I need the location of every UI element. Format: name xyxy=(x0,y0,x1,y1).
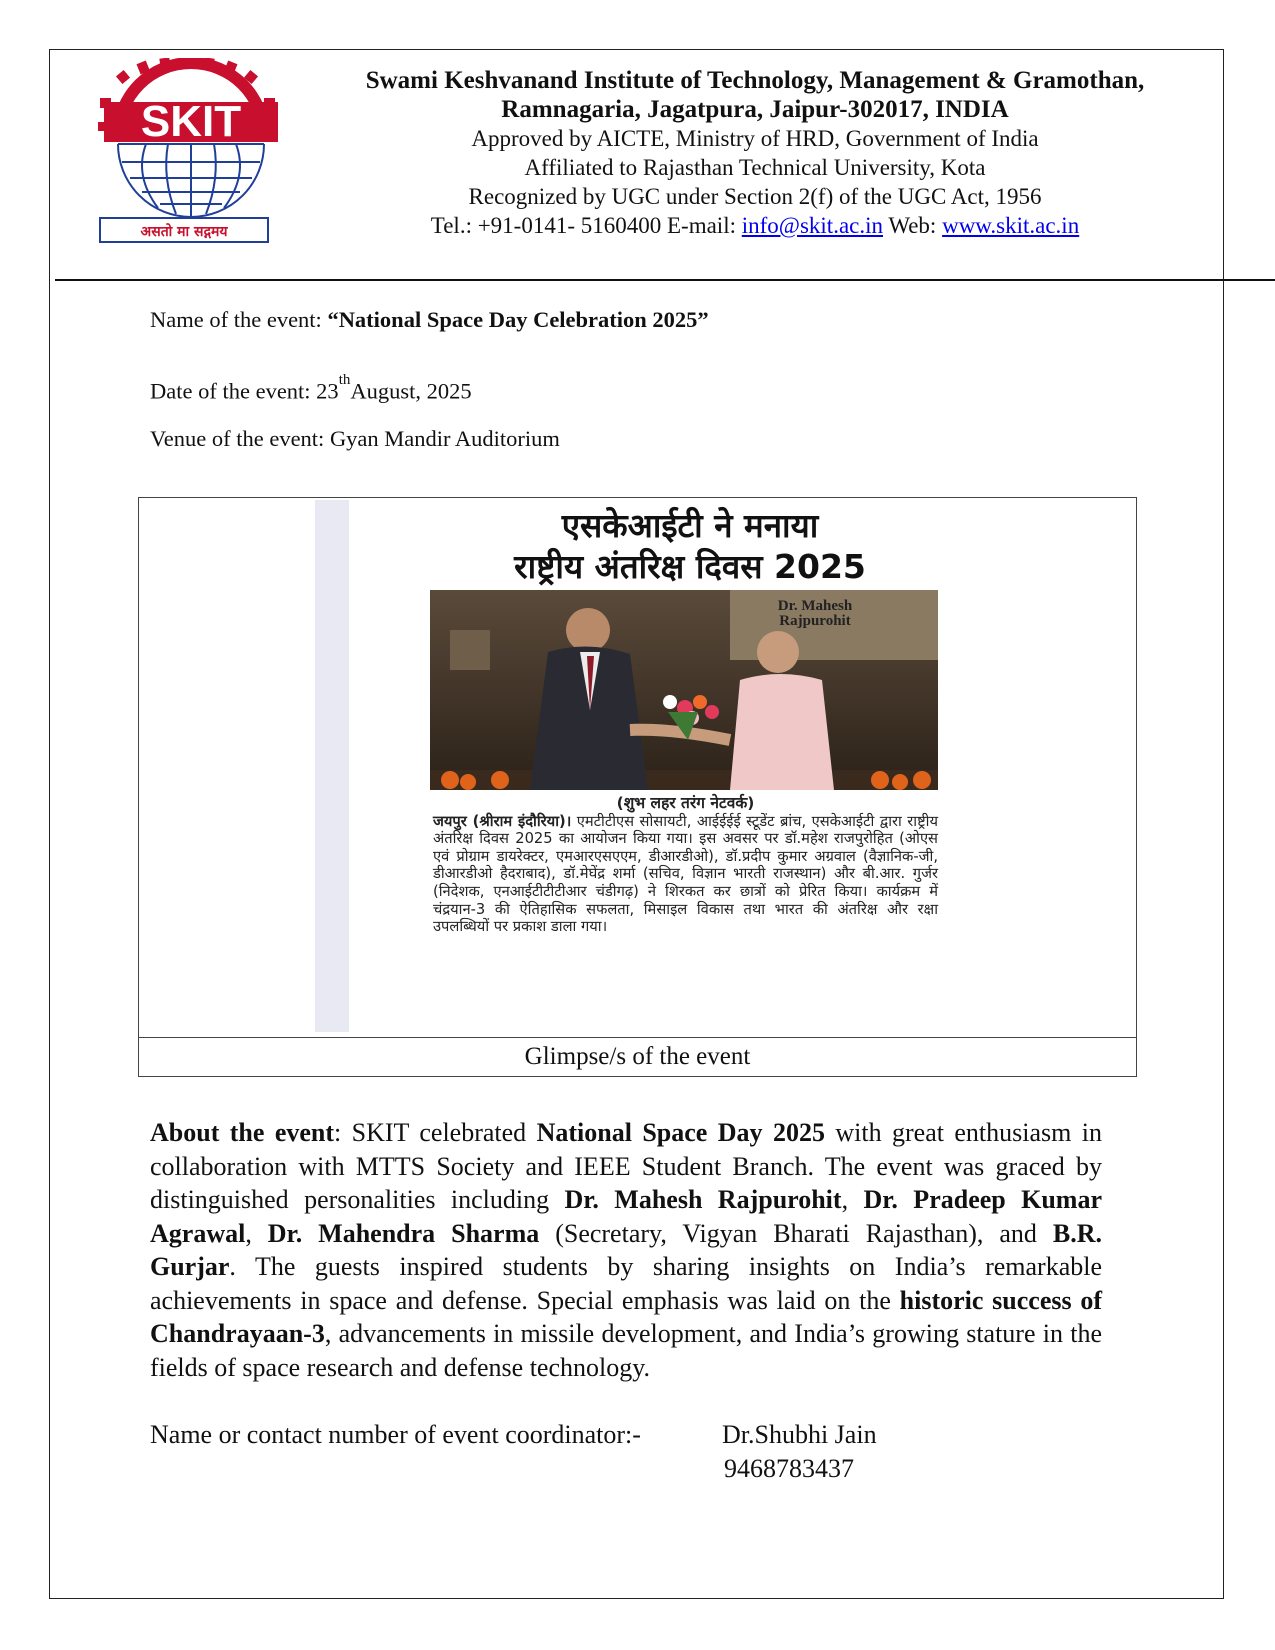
about-text: : SKIT celebrated xyxy=(334,1118,537,1147)
event-date-line xyxy=(150,372,472,405)
clipping-dateline: जयपुर (श्रीराम इंदौरिया)। xyxy=(433,812,572,830)
clipping-text xyxy=(433,813,938,936)
about-text: , xyxy=(245,1218,268,1248)
clipping-margin-strip xyxy=(315,500,349,1032)
coordinator-label: Name or contact number of event coordinator:- xyxy=(150,1420,641,1449)
clipping-headline xyxy=(420,505,960,587)
about-highlight: historic success of Chandrayaan-3 xyxy=(150,1285,1102,1348)
event-date-value: August, 2025 xyxy=(350,378,472,404)
event-venue-line xyxy=(150,426,560,452)
clipping-article xyxy=(433,795,938,936)
about-paragraph xyxy=(150,1116,1102,1384)
clipping-credit: (शुभ लहर तरंग नेटवर्क) xyxy=(616,794,755,812)
about-highlight: Dr. Mahesh Rajpurohit xyxy=(564,1185,842,1214)
affiliation-line: Affiliated to Rajasthan Technical University, Kota xyxy=(524,155,986,180)
event-date-label: Date of the event: 23 xyxy=(150,378,339,404)
event-name-value: “National Space Day Celebration 2025” xyxy=(327,307,709,332)
about-highlight: National Space Day 2025 xyxy=(536,1118,825,1147)
skit-logo xyxy=(98,58,284,250)
about-highlight: B.R. Gurjar xyxy=(150,1218,1102,1281)
event-venue-value: Gyan Mandir Auditorium xyxy=(329,426,560,451)
website-link[interactable]: www.skit.ac.in xyxy=(942,213,1080,238)
about-highlight: Dr. Pradeep Kumar Agrawal xyxy=(150,1185,1103,1248)
clipping-headline-line2: राष्ट्रीय अंतरिक्ष दिवस 2025 xyxy=(514,547,866,586)
contact-line xyxy=(325,211,1185,240)
web-label: Web: xyxy=(888,213,937,238)
coordinator-phone: 9468783437 xyxy=(724,1454,854,1483)
figure-caption: Glimpse/s of the event xyxy=(138,1037,1137,1077)
tel-label: Tel.: +91-0141- 5160400 E-mail: xyxy=(430,213,736,238)
about-text: , advancements in missile development, and India’s growing stature in the fields of space research and defense technology. xyxy=(150,1319,1102,1382)
coordinator-name: Dr.Shubhi Jain xyxy=(722,1420,877,1449)
about-text: . The guests inspired students by sharing insights on India’s remarkable achievements in space and defense. Special emphasis was laid on the xyxy=(150,1252,1102,1315)
recognition-line: Recognized by UGC under Section 2(f) of the UGC Act, 1956 xyxy=(468,184,1042,209)
about-text: with great enthusiasm in collaboration with MTTS Society and IEEE Student Branch. The event was graced by distinguished personalities including xyxy=(150,1118,1102,1214)
institute-address: Ramnagaria, Jagatpura, Jaipur-302017, INDIA xyxy=(501,96,1009,123)
event-photo xyxy=(430,590,938,790)
institute-name: Swami Keshvanand Institute of Technology, Management & Gramothan, xyxy=(365,67,1145,94)
event-name-label: Name of the event: xyxy=(150,307,322,332)
about-label: About the event xyxy=(150,1118,335,1147)
photo-banner-line1: Dr. Mahesh xyxy=(777,598,853,614)
email-link[interactable]: info@skit.ac.in xyxy=(741,213,884,238)
clipping-body: एमटीटीएस सोसायटी, आईईईई स्टूडेंट ब्रांच, एसकेआईटी द्वारा राष्ट्रीय अंतरिक्ष दिवस 2025 का आयोजन किया गया। इस अवसर पर डॉ.महेश राजपुरोहित (ओएस एवं प्रोग्राम डायरेक्टर, एमआरएसएएम, डीआरडीओ), डॉ.प्रदीप कुमार अग्रवाल (वैज्ञानिक-जी, डीआरडीओ हैदराबाद), डॉ.मेघेंद्र शर्मा (सचिव, विज्ञान भारती राजस्थान) और बी.आर. गुर्जर (निदेशक, एनआईटीटीटीआर चंडीगढ़) ने शिरकत कर छात्रों को प्रेरित किया। कार्यक्रम में चंद्रयान-3 की ऐतिहासिक सफलता, मिसाइल विकास तथा भारत की अंतरिक्ष और रक्षा उपलब्धियों पर प्रकाश डाला गया। xyxy=(433,812,938,936)
approval-line: Approved by AICTE, Ministry of HRD, Government of India xyxy=(471,126,1039,151)
event-venue-label: Venue of the event: xyxy=(150,426,325,451)
about-text: (Secretary, Vigyan Bharati Rajasthan), and xyxy=(539,1218,1053,1248)
photo-banner-line2: Rajpurohit xyxy=(779,613,851,629)
about-text: , xyxy=(841,1185,864,1214)
about-highlight: Dr. Mahendra Sharma xyxy=(267,1218,540,1248)
clipping-headline-line1: एसकेआईटी ने मनाया xyxy=(561,506,819,545)
letterhead xyxy=(325,66,1185,240)
event-name-line xyxy=(150,307,709,333)
event-date-suffix: th xyxy=(338,372,351,388)
logo-wordmark: SKIT xyxy=(140,97,242,146)
header-divider xyxy=(55,279,1275,281)
logo-motto: असतो मा सद्गमय xyxy=(140,224,228,240)
